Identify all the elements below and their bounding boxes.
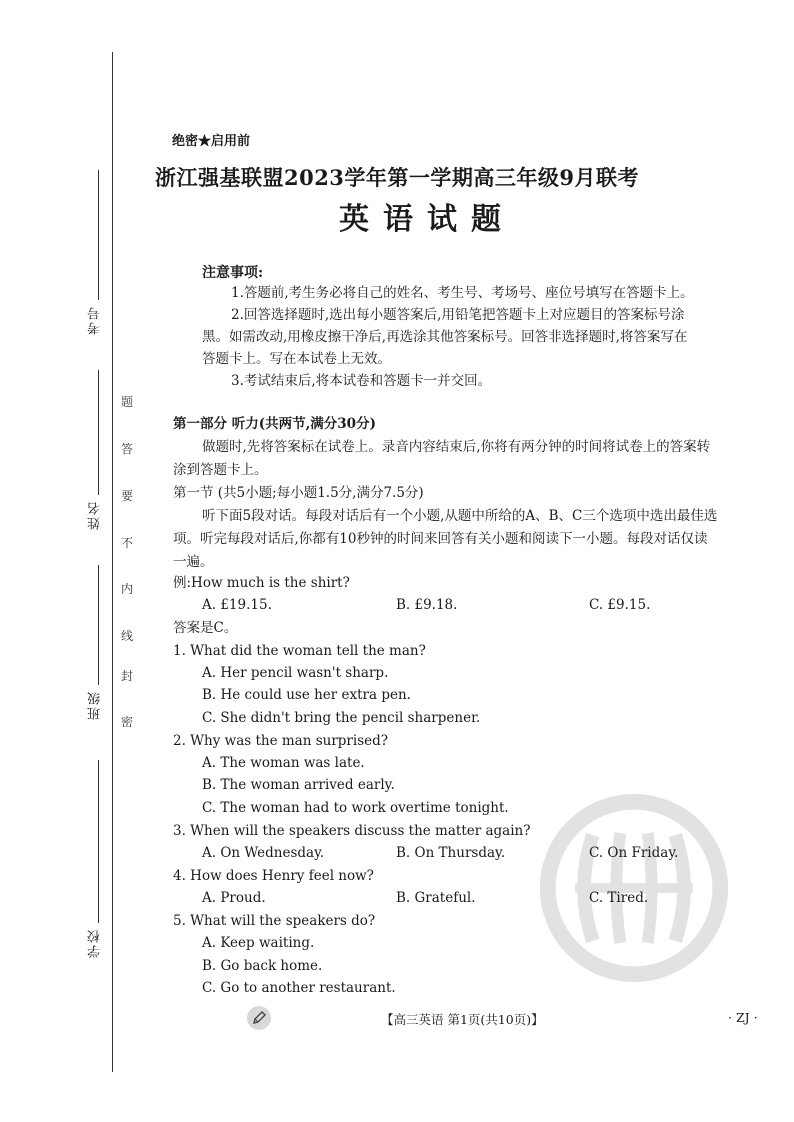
section1-instruction: 一遍。 bbox=[173, 554, 214, 570]
subject-title: 英语试题 bbox=[339, 202, 515, 237]
question-option: B. Grateful. bbox=[396, 890, 476, 906]
class-label: 班级 bbox=[88, 690, 103, 720]
warning-char: 内 bbox=[121, 582, 134, 596]
question-option: C. On Friday. bbox=[589, 845, 679, 861]
part1-heading: 第一部分 听力(共两节,满分30分) bbox=[173, 416, 376, 432]
warning-char: 要 bbox=[121, 489, 134, 503]
question-option: A. The woman was late. bbox=[202, 755, 365, 771]
pencil-icon bbox=[246, 1005, 272, 1031]
question-option: A. Her pencil wasn't sharp. bbox=[202, 665, 389, 681]
question-option: B. Go back home. bbox=[202, 958, 323, 974]
question-option: A. Keep waiting. bbox=[202, 935, 315, 951]
example-answer: 答案是C。 bbox=[173, 620, 238, 636]
question-text: 5. What will the speakers do? bbox=[173, 913, 376, 929]
example-question: 例:How much is the shirt? bbox=[173, 575, 350, 591]
question-option: A. Proud. bbox=[202, 890, 266, 906]
paper-code: · ZJ · bbox=[728, 1010, 758, 1025]
exam-title: 浙江强基联盟2023学年第一学期高三年级9月联考 bbox=[154, 165, 640, 190]
part1-instruction: 做题时,先将答案标在试卷上。录音内容结束后,你将有两分钟的时间将试卷上的答案转 bbox=[202, 439, 711, 455]
example-option: A. £19.15. bbox=[202, 597, 272, 613]
question-text: 4. How does Henry feel now? bbox=[173, 868, 374, 884]
question-text: 1. What did the woman tell the man? bbox=[173, 643, 426, 659]
note-line: 2.回答选择题时,选出每小题答案后,用铅笔把答题卡上对应题目的答案标号涂 bbox=[231, 307, 685, 323]
class-blank bbox=[98, 565, 99, 685]
section1-instruction: 听下面5段对话。每段对话后有一个小题,从题中所给的A、B、C三个选项中选出最佳选 bbox=[202, 508, 718, 524]
part1-instruction: 涂到答题卡上。 bbox=[173, 462, 268, 478]
warning-char: 题 bbox=[121, 395, 134, 409]
note-line: 1.答题前,考生务必将自己的姓名、考生号、考场号、座位号填写在答题卡上。 bbox=[231, 285, 694, 301]
exam-number-label: 考号 bbox=[88, 305, 103, 335]
section1-instruction: 项。听完每段对话后,你都有10秒钟的时间来回答有关小题和阅读下一小题。每段对话仅读 bbox=[173, 531, 708, 547]
question-option: B. He could use her extra pen. bbox=[202, 687, 411, 703]
school-blank bbox=[98, 760, 99, 923]
example-option: C. £9.15. bbox=[589, 597, 651, 613]
section1-heading: 第一节 (共5小题;每小题1.5分,满分7.5分) bbox=[173, 485, 424, 501]
question-option: C. Go to another restaurant. bbox=[202, 980, 396, 996]
note-line: 黑。如需改动,用橡皮擦干净后,再选涂其他答案标号。回答非选择题时,将答案写在 bbox=[202, 329, 688, 345]
name-blank bbox=[98, 370, 99, 495]
school-label: 学校 bbox=[88, 928, 103, 958]
example-option: B. £9.18. bbox=[396, 597, 458, 613]
warning-char: 密 bbox=[121, 715, 134, 729]
question-option: A. On Wednesday. bbox=[202, 845, 325, 861]
question-option: C. She didn't bring the pencil sharpener. bbox=[202, 710, 481, 726]
warning-char: 答 bbox=[121, 442, 134, 456]
secret-mark: 绝密★启用前 bbox=[172, 134, 251, 149]
question-option: B. The woman arrived early. bbox=[202, 777, 395, 793]
notes-heading: 注意事项: bbox=[202, 265, 264, 281]
page-label: 【高三英语 第1页(共10页)】 bbox=[381, 1012, 544, 1027]
question-text: 3. When will the speakers discuss the matter again? bbox=[173, 823, 531, 839]
note-line: 3.考试结束后,将本试卷和答题卡一并交回。 bbox=[231, 373, 492, 389]
question-option: C. Tired. bbox=[589, 890, 649, 906]
question-option: B. On Thursday. bbox=[396, 845, 506, 861]
note-line: 答题卡上。写在本试卷上无效。 bbox=[202, 351, 391, 367]
question-text: 2. Why was the man surprised? bbox=[173, 733, 389, 749]
warning-char: 线 bbox=[121, 629, 134, 643]
name-label: 姓名 bbox=[88, 500, 103, 530]
warning-char: 封 bbox=[121, 669, 134, 683]
question-option: C. The woman had to work overtime tonight. bbox=[202, 800, 509, 816]
warning-char: 不 bbox=[121, 536, 134, 550]
